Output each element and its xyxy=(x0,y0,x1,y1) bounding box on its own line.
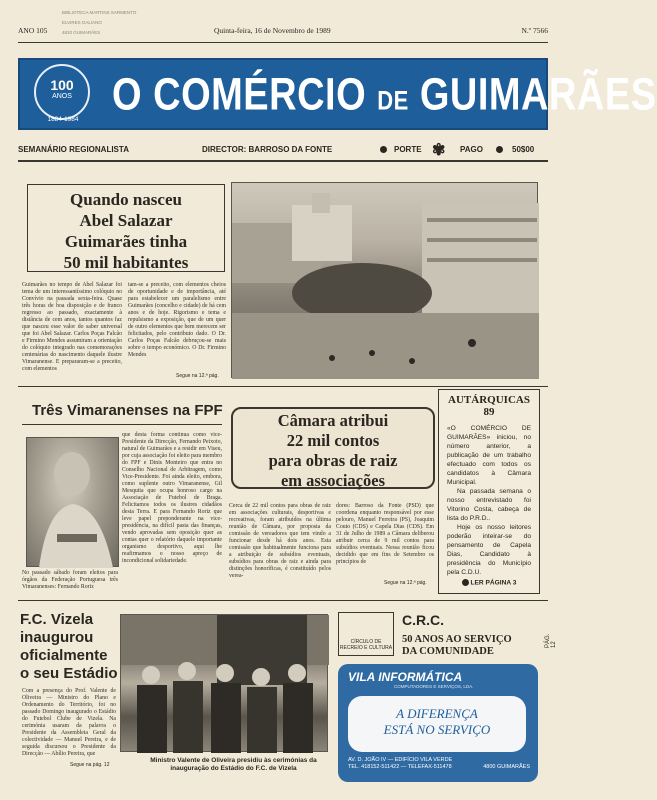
ad-address: AV. D. JOÃO IV — EDIFÍCIO VILA VERDE TEL. 418152-511422 — TELEFAX-511478 4800 GUIMARÃES xyxy=(348,757,530,770)
flower-emblem-icon: ✾ xyxy=(432,142,446,159)
centenary-seal: 100 ANOS xyxy=(34,64,90,120)
crc-block xyxy=(338,612,538,660)
article3-column1: Cerca de 22 mil contos para obras de raiz em associações culturais, desportivas e recreativas, foram atribuídos na última reunião de Câmara, por proposta da comissão de vereadores que tem vindo a funcionar desde há dois anos. Esta comissão que habitualmente funciona para a atribuição de subsídios eventuais, subsídios para obras de raiz e ainda para distinções honoríficas, é constituído pelos verea- xyxy=(229,503,331,579)
city-photo xyxy=(231,182,538,378)
article1-continued[interactable]: Segue na 12.ª pág. xyxy=(176,373,219,379)
article2-photo-caption: No passado sábado foram eleitos para órgãos da Federação Portuguesa três Vimaranenses: Fernando Roriz xyxy=(22,570,118,590)
ad-logo: VILA INFORMÁTICA xyxy=(348,670,463,684)
article4-column: Com a presença do Prof. Valente de Oliveira — Ministro do Plano e Ordenamento do Território, foi no passado Domingo inaugurado o Estádio do Futebol Clube de Vizela. Na cerimónia usaram da palavra o Presidente da Assembleia Geral da colectividade — Manuel Pereira, e de seguida discursou o Presidente da Direcção — Abílio Pereira, que xyxy=(22,688,116,757)
library-stamp: BIBLIOTECA MARTINS SARMENTO ELVIRES GALIANO 4810 GUIMARÃES xyxy=(62,10,137,35)
ad-subtitle: COMPUTADORES E SERVIÇOS, LDA. xyxy=(394,684,474,689)
page-label: PÁG. 12 xyxy=(545,633,557,648)
article1-headline[interactable]: Quando nasceu Abel Salazar Guimarães tinha 50 mil habitantes xyxy=(27,184,225,272)
pago-label: PAGO xyxy=(460,145,483,154)
autarquicas-title: AUTÁRQUICAS 89 xyxy=(448,394,530,418)
article2-rule xyxy=(22,424,222,425)
autarquicas-box xyxy=(438,389,540,594)
bullet-icon xyxy=(462,579,469,586)
crc-line1: 50 ANOS AO SERVIÇO xyxy=(402,634,512,645)
bullet-icon xyxy=(380,145,387,154)
article3-headline[interactable]: Câmara atribui 22 mil contos para obras de raiz em associações xyxy=(231,407,435,489)
article2-column: que desta forma continua como vice-Presidente da Direcção, Fernando Peixoto, natural de Guimarães e a residir em Viseu, por cuja associação foi eleito para membro do FPF e Dinis Monteiro que entra no Conselho Nacional de Arbitragem, como Vice-Presidente. Foi ainda eleito, embora, como suplente outro Vimaranense, Gil Mesquita que ocupa honroso cargo na Associação de Futebol de Braga. Felicitamos todos os ilustres cidadãos desta Terra. E para Fernando Roriz que leve papel preponderante na vice-presidência, na difícil pasta das finanças, vendo aprovadas sem oposição quer as contas quer o relatório daquele importante organismo desportivo, aqui lhe reafirmamos o nosso apreço de incondicional solidariedade. xyxy=(122,432,222,564)
stadium-ceremony-photo xyxy=(120,614,328,752)
section-rule xyxy=(18,386,548,387)
article4-continued[interactable]: Segue na pág. 12 xyxy=(70,762,110,768)
portrait-photo xyxy=(26,437,119,567)
crc-line2: DA COMUNIDADE xyxy=(402,646,494,657)
article3-continued[interactable]: Segue na 12.ª pág. xyxy=(384,580,427,586)
bullet-icon xyxy=(496,145,503,154)
tagline: SEMANÁRIO REGIONALISTA xyxy=(18,145,129,154)
newspaper-title: O COMÉRCIO DE GUIMARÃES xyxy=(112,70,657,121)
masthead xyxy=(18,58,657,130)
article1-column1: Guimarães no tempo de Abel Salazar foi tema de um interessantíssimo colóquio no Convívio na passada sexta-feira. Quase três horas de boa disposição e de franco regresso ao passado, exactamente à distância de cem anos, tantos quantos faz que nasceu esse valor do saber universal que foi Abel Salazar. Carlos Poças Falcão e Firmino Mendes assumiram a orientação do colóquio integrado nas comemorações centenárias do nascimento daquele ilustre Vimaranense. E prepararam-se a preceito, com elementos xyxy=(22,282,122,372)
seal-years: 1884·1984 xyxy=(47,116,79,123)
autarquicas-text: «O COMÉRCIO DE GUIMARÃES» iniciou, no número anterior, a publicação de um trabalho efectuado com todos os candidatos à Câmara Municipal. Na passada semana o nosso entrevistado foi Vitorino Costa, cabeça de lista do P.R.D.. Hoje os nosso leitores poderão inteirar-se do pensamento de Capela Dias, Candidato à presidência do Município pela C.D.U. xyxy=(447,425,531,576)
vila-informatica-ad[interactable] xyxy=(338,664,538,782)
top-rule xyxy=(18,42,548,43)
stadium-photo-caption: Ministro Valente de Oliveira presidiu às cerimónias da inauguração do Estádio do F.C. de Vizela xyxy=(150,757,317,772)
porte-label: PORTE xyxy=(394,145,422,154)
issue-date: Quinta-feira, 16 de Novembro de 1989 xyxy=(214,26,331,35)
crc-title: C.R.C. xyxy=(402,612,444,628)
article2-headline[interactable]: Três Vimaranenses na FPF xyxy=(32,402,223,419)
section-rule-2 xyxy=(18,600,548,601)
ad-slogan: A DIFERENÇA ESTÁ NO SERVIÇO xyxy=(348,696,526,752)
article3-column2: dores: Barroso da Fonte (PSD) que coordena enquanto responsável por esse pelouro, Manuel Ferreira (PS), Joaquim Couto (CDS) e Capela Dias (CDS). Em 31 de Julho de 1989 a Câmara deliberou atribuir cerca de 9 mil contos para subsídios eventuais. Nessa reunião ficou decidido que em fins de Setembro os princípios de xyxy=(336,503,434,565)
info-bar xyxy=(18,140,548,160)
year-label: ANO 105 xyxy=(18,26,48,35)
info-rule xyxy=(18,160,548,162)
article4-headline[interactable]: F.C. Vizela inaugurou oficialmente o seu Estádio xyxy=(20,611,118,682)
issue-number: N.º 7566 xyxy=(521,26,548,35)
crc-logo: CÍRCULO DE RECREIO E CULTURA xyxy=(338,612,394,656)
director-label: DIRECTOR: BARROSO DA FONTE xyxy=(202,145,333,154)
read-page-link[interactable]: LER PÁGINA 3 xyxy=(439,579,539,586)
article1-column2: tam-se a preceito, com elementos cheios de oportunidade e de importância, até para estabelecer um paralelismo entre Guimarães (concelho e cidade) de há cem anos e de hoje. Rigorismo e tema e repulsismo a exposição, que de um quer de outro elementos que bem merecem ser felicitados, pelo contributo dado. O Dr. Carlos Poças Falcão debruçou-se mais sobre o tempo económico. O Dr. Firmino Mendes xyxy=(128,282,226,358)
price-label: 50$00 xyxy=(512,145,535,154)
